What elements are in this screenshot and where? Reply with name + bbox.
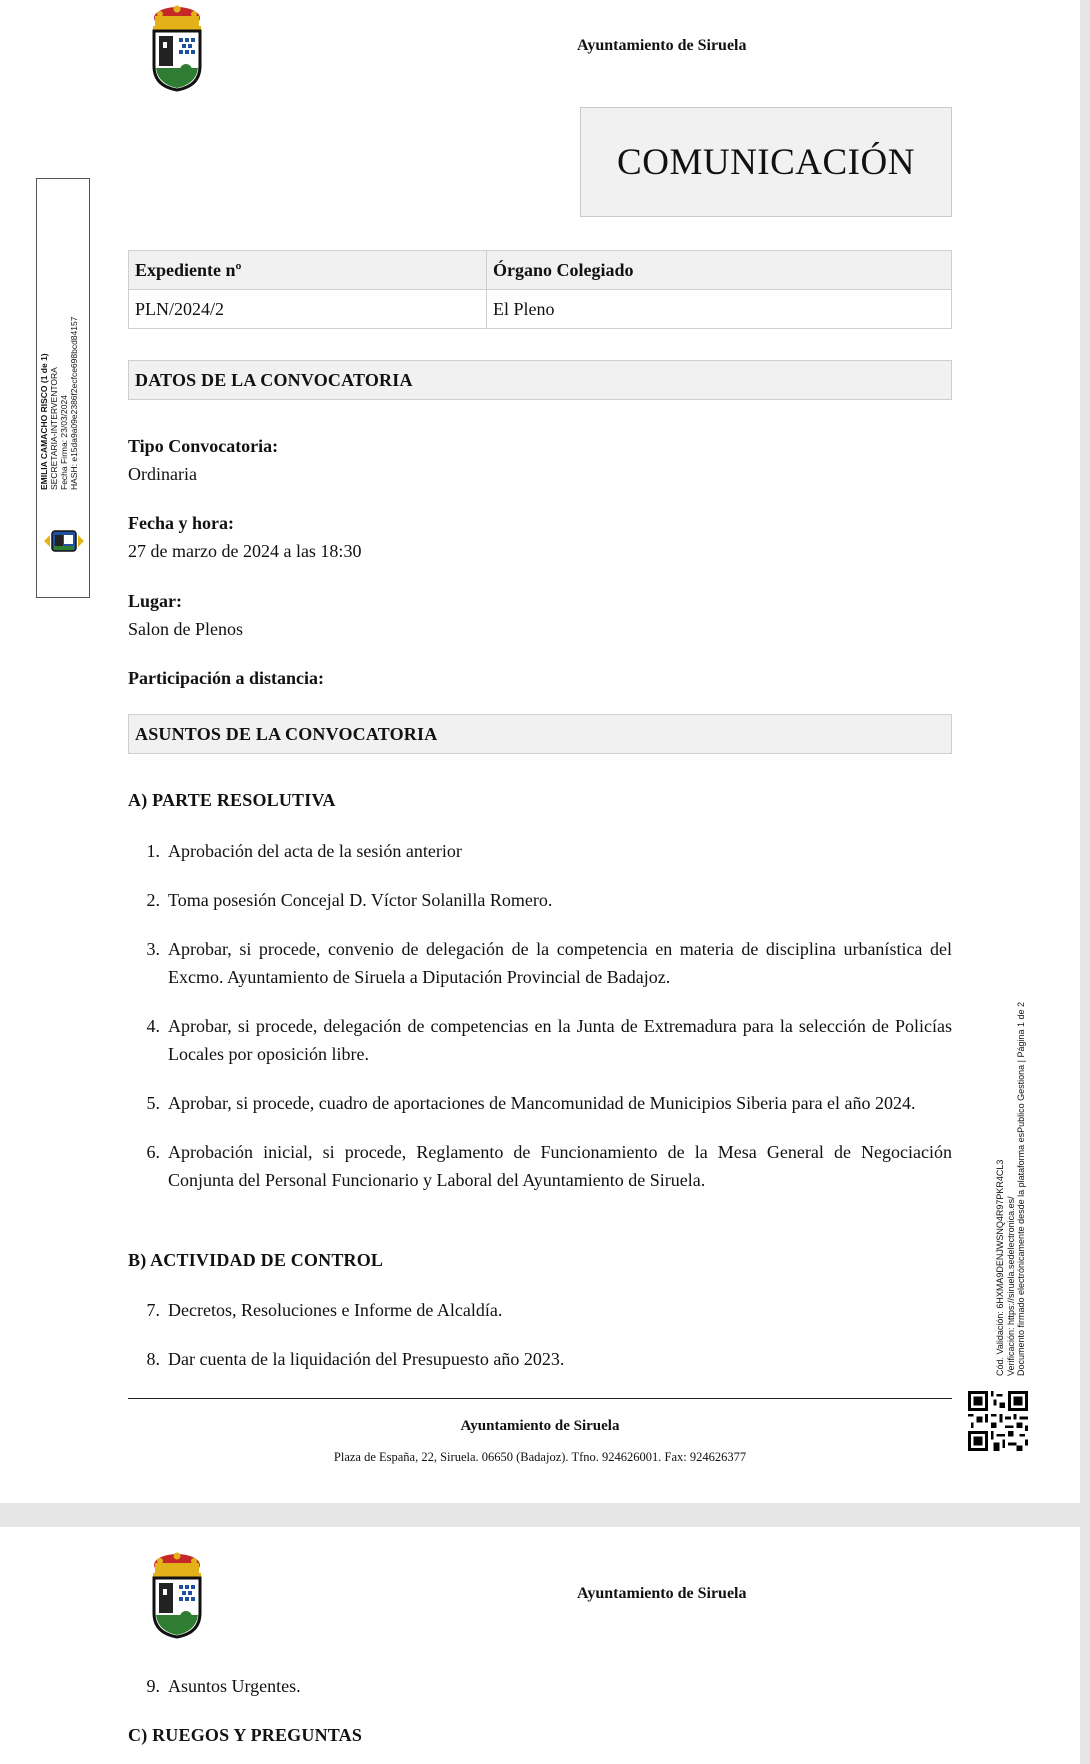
validation-code: Cód. Validación: 6HXMA9DENJWSNQ4R97PKR4CL3 [995, 1159, 1005, 1376]
organo-value: El Pleno [487, 290, 952, 329]
header-org-name: Ayuntamiento de Siruela [577, 1585, 747, 1602]
item-number: 3. [146, 939, 160, 959]
table-row [129, 251, 952, 290]
footer-divider [128, 1398, 952, 1399]
coat-of-arms-icon [150, 1551, 204, 1639]
signature-date: Fecha Firma: 23/03/2024 [59, 395, 69, 490]
qr-code-icon [968, 1391, 1028, 1451]
item-number: 2. [146, 890, 160, 910]
item-number: 7. [146, 1300, 160, 1320]
item-text: Asuntos Urgentes. [168, 1676, 301, 1696]
footer-address: Plaza de España, 22, Siruela. 06650 (Badajoz). Tfno. 924626001. Fax: 924626377 [333, 1450, 747, 1464]
group-c-heading: C) RUEGOS Y PREGUNTAS [128, 1725, 363, 1745]
signature-text [39, 170, 79, 490]
signer-role: SECRETARIA-INTERVENTORA [49, 367, 59, 490]
signature-hash: HASH: e15da9a09e2386f2ecfce698bcd84157 [69, 316, 79, 490]
list-item [128, 1345, 952, 1373]
item-text: Decretos, Resoluciones e Informe de Alcaldía. [168, 1300, 503, 1320]
item-text: Dar cuenta de la liquidación del Presupuesto año 2023. [168, 1349, 565, 1369]
expediente-value: PLN/2024/2 [129, 290, 487, 329]
item-number: 6. [146, 1142, 160, 1162]
item-number: 1. [146, 841, 160, 861]
asuntos-section-heading: ASUNTOS DE LA CONVOCATORIA [128, 714, 952, 754]
item-text: Toma posesión Concejal D. Víctor Solanilla Romero. [168, 890, 553, 910]
group-b-heading: B) ACTIVIDAD DE CONTROL [128, 1250, 384, 1270]
table-row [129, 290, 952, 329]
expediente-table [128, 250, 952, 329]
item-text: Aprobar, si procede, delegación de competencias en la Junta de Extremadura para la selección de Policías Locales por oposición libre. [168, 1016, 952, 1064]
list-item [128, 1138, 952, 1194]
tipo-value: Ordinaria [128, 464, 197, 484]
item-number: 8. [146, 1349, 160, 1369]
list-item [128, 1012, 952, 1068]
items-page2-list [128, 1672, 952, 1700]
list-item [128, 935, 952, 991]
items-b-list [128, 1296, 952, 1373]
document-page-2 [0, 1527, 1080, 1764]
lugar-label: Lugar: [128, 591, 182, 611]
footer-org-name: Ayuntamiento de Siruela [460, 1418, 620, 1434]
list-item [128, 1296, 952, 1324]
fecha-value: 27 de marzo de 2024 a las 18:30 [128, 541, 362, 561]
verification-text [995, 1002, 1027, 1376]
datos-section-heading: DATOS DE LA CONVOCATORIA [128, 360, 952, 400]
organo-label: Órgano Colegiado [487, 251, 952, 290]
item-number: 9. [146, 1676, 160, 1696]
coat-of-arms-icon [150, 4, 204, 92]
group-a-heading: A) PARTE RESOLUTIVA [128, 790, 336, 810]
signed-notice: Documento firmado electrónicamente desde la plataforma esPublico Gestiona | Página 1 de 2 [1016, 1001, 1026, 1376]
distancia-label: Participación a distancia: [128, 668, 324, 688]
item-text: Aprobación inicial, si procede, Reglamento de Funcionamiento de la Mesa General de Negociación Conjunta del Personal Funcionario y Laboral del Ayuntamiento de Siruela. [168, 1142, 952, 1190]
item-text: Aprobación del acta de la sesión anterior [168, 841, 462, 861]
list-item [128, 1672, 952, 1700]
item-number: 4. [146, 1016, 160, 1036]
list-item [128, 837, 952, 865]
expediente-label: Expediente nº [129, 251, 487, 290]
signer-name: EMILIA CAMACHO RISCO (1 de 1) [39, 353, 49, 490]
item-text: Aprobar, si procede, cuadro de aportaciones de Mancomunidad de Municipios Siberia para el año 2024. [168, 1093, 916, 1113]
item-text: Aprobar, si procede, convenio de delegación de la competencia en materia de disciplina urbanística del Excmo. Ayuntamiento de Siruela a Diputación Provincial de Badajoz. [168, 939, 952, 987]
lugar-value: Salon de Plenos [128, 619, 243, 639]
list-item [128, 1089, 952, 1117]
items-a-list [128, 837, 952, 1194]
header-org-name: Ayuntamiento de Siruela [577, 37, 747, 54]
verification-url: Verificación: https://siruela.sedelectronica.es/ [1005, 1196, 1016, 1376]
tipo-label: Tipo Convocatoria: [128, 436, 279, 456]
item-number: 5. [146, 1093, 160, 1113]
document-title: COMUNICACIÓN [580, 107, 952, 217]
fecha-label: Fecha y hora: [128, 513, 234, 533]
list-item [128, 886, 952, 914]
signature-seal-icon [42, 527, 86, 555]
